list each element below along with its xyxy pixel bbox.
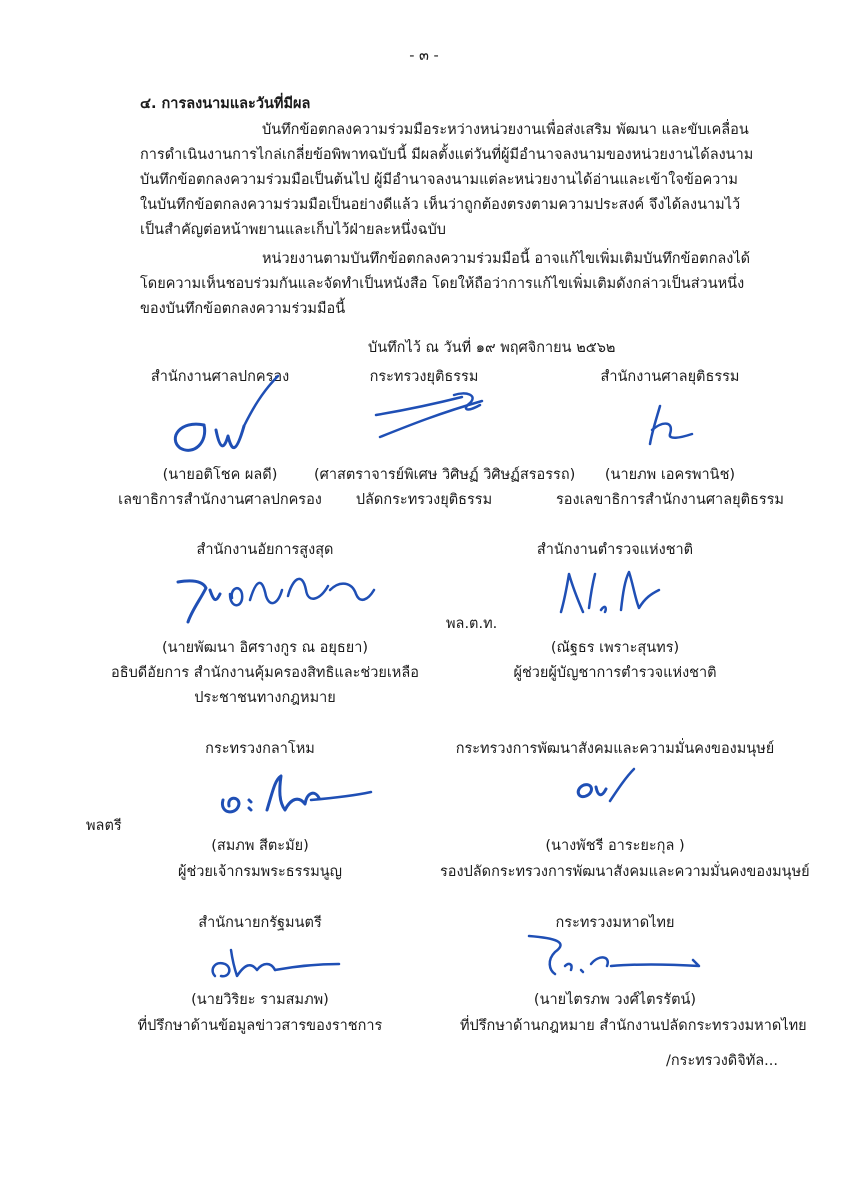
paragraph-line: หน่วยงานตามบันทึกข้อตกลงความร่วมมือนี้ อาจแก้ไขเพิ่มเติมบันทึกข้อตกลงได้ bbox=[262, 251, 751, 267]
continuation-note: /กระทรวงดิจิทัล... bbox=[666, 1053, 778, 1069]
org-name: สำนักงานศาลยุติธรรม bbox=[600, 369, 740, 385]
signatory-position: ที่ปรึกษาด้านข้อมูลข่าวสารของราชการ bbox=[137, 1018, 383, 1034]
signatory-name: (นายวิริยะ รามสมภพ) bbox=[191, 992, 329, 1008]
paragraph-line: โดยความเห็นชอบร่วมกันและจัดทำเป็นหนังสือ โดยให้ถือว่าการแก้ไขเพิ่มเติมดังกล่าวเป็นส่วนหนึ่ง bbox=[140, 276, 745, 292]
signature-image bbox=[215, 770, 375, 820]
signatory-name: (นายไตรภพ วงศ์ไตรรัตน์) bbox=[533, 992, 697, 1008]
signatory-name: (สมภพ สีตะมัย) bbox=[211, 838, 309, 854]
signature-image bbox=[640, 400, 700, 450]
signatory-position: รองเลขาธิการสำนักงานศาลยุติธรรม bbox=[556, 492, 784, 508]
signatory-name: (นางพัชรี อาระยะกุล ) bbox=[545, 838, 685, 854]
paragraph-line: การดำเนินงานการไกล่เกลี่ยข้อพิพาทฉบับนี้ มีผลตั้งแต่วันที่ผู้มีอำนาจลงนามของหน่วยงานได้ลงนาม bbox=[140, 147, 754, 163]
signatory-position: ผู้ช่วยผู้บัญชาการตำรวจแห่งชาติ bbox=[513, 665, 717, 681]
paragraph-line: เป็นสำคัญต่อหน้าพยานและเก็บไว้ฝ่ายละหนึ่งฉบับ bbox=[140, 222, 447, 238]
signature-image bbox=[205, 940, 345, 985]
org-name: กระทรวงการพัฒนาสังคมและความมั่นคงของมนุษย์ bbox=[455, 741, 775, 757]
signatory-name: (นายอติโชค ผลดี) bbox=[162, 467, 278, 483]
org-name: สำนักงานอัยการสูงสุด bbox=[196, 542, 334, 558]
signatory-name: (ศาสตราจารย์พิเศษ วิศิษฏ์ วิศิษฏ์สรอรรถ) bbox=[314, 467, 576, 483]
rank-prefix: พลตรี bbox=[86, 818, 122, 834]
paragraph-line: ในบันทึกข้อตกลงความร่วมมือเป็นอย่างดีแล้ว เห็นว่าถูกต้องตรงตามความประสงค์ จึงได้ลงนามไว้ bbox=[140, 197, 741, 213]
signing-date: บันทึกไว้ ณ วันที่ ๑๙ พฤศจิกายน ๒๕๖๒ bbox=[368, 340, 616, 356]
org-name: สำนักนายกรัฐมนตรี bbox=[198, 915, 322, 931]
signatory-position: อธิบดีอัยการ สำนักงานคุ้มครองสิทธิและช่วยเหลือ bbox=[111, 665, 419, 681]
section-heading: ๔. การลงนามและวันที่มีผล bbox=[140, 96, 311, 112]
page-number: - ๓ - bbox=[409, 48, 439, 64]
paragraph-line: ของบันทึกข้อตกลงความร่วมมือนี้ bbox=[140, 301, 346, 317]
signature-image bbox=[160, 370, 290, 470]
signature-image bbox=[555, 568, 665, 618]
signature-image bbox=[570, 765, 640, 805]
signatory-position: ที่ปรึกษาด้านกฎหมาย สำนักงานปลัดกระทรวงมหาดไทย bbox=[460, 1018, 807, 1034]
signatory-name: (นายพัฒนา อิศรางกูร ณ อยุธยา) bbox=[161, 640, 369, 656]
org-name: กระทรวงกลาโหม bbox=[205, 741, 315, 757]
signature-image bbox=[170, 560, 380, 625]
signature-image bbox=[370, 385, 490, 445]
signatory-name: (ณัฐธร เพราะสุนทร) bbox=[550, 640, 680, 656]
org-name: สำนักงานศาลปกครอง bbox=[150, 369, 290, 385]
paragraph-line: บันทึกข้อตกลงความร่วมมือระหว่างหน่วยงานเพื่อส่งเสริม พัฒนา และขับเคลื่อน bbox=[262, 122, 749, 138]
signatory-position: ปลัดกระทรวงยุติธรรม bbox=[355, 492, 493, 508]
signature-image bbox=[525, 930, 705, 980]
paragraph-line: บันทึกข้อตกลงความร่วมมือเป็นต้นไป ผู้มีอำนาจลงนามแต่ละหน่วยงานได้อ่านและเข้าใจข้อความ bbox=[140, 172, 738, 188]
signatory-position: ประชาชนทางกฎหมาย bbox=[194, 690, 336, 706]
rank-prefix: พล.ต.ท. bbox=[446, 616, 498, 632]
org-name: สำนักงานตำรวจแห่งชาติ bbox=[536, 542, 694, 558]
org-name: กระทรวงยุติธรรม bbox=[369, 369, 479, 385]
org-name: กระทรวงมหาดไทย bbox=[555, 915, 675, 931]
signatory-name: (นายภพ เอครพานิช) bbox=[604, 467, 736, 483]
signatory-position: เลขาธิการสำนักงานศาลปกครอง bbox=[118, 492, 322, 508]
signatory-position: ผู้ช่วยเจ้ากรมพระธรรมนูญ bbox=[177, 864, 343, 880]
signatory-position: รองปลัดกระทรวงการพัฒนาสังคมและความมั่นคงของมนุษย์ bbox=[440, 864, 810, 880]
